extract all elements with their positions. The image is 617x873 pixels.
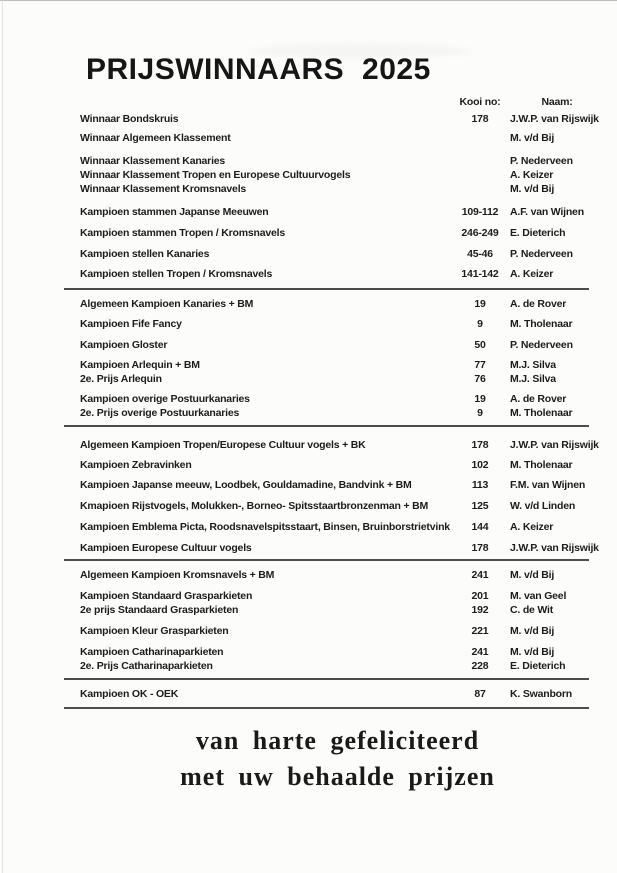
prize-row [80,521,604,534]
prize-label: Kampioen stammen Tropen / Kromsnavels [80,227,285,239]
prize-row [80,183,604,196]
section-divider [64,425,589,427]
winner-name: P. Nederveen [510,248,573,260]
prize-row [80,500,604,513]
kooi-number: 113 [471,479,489,491]
winner-name: K. Swanborn [510,688,572,700]
kooi-number: 76 [474,373,486,385]
kooi-number [452,132,508,145]
kooi-number: 19 [474,298,486,310]
column-header-row [80,96,604,109]
winner-name: A. Keizer [510,521,554,533]
winner-name: M. v/d Bij [510,183,555,195]
winner-name: J.W.P. van Rijswijk [510,542,599,554]
winner-name: M.J. Silva [510,359,556,371]
prize-row [80,206,604,219]
prize-label: Kampioen stellen Tropen / Kromsnavels [80,268,273,280]
prize-label: Kampioen Gloster [80,339,168,351]
prize-label: Kampioen stammen Japanse Meeuwen [80,206,269,218]
prize-label: 2e prijs Standaard Grasparkieten [80,604,239,616]
prize-row [80,248,604,261]
prize-label: Winnaar Klassement Kanaries [80,155,226,167]
prize-row [80,298,604,311]
prize-label: Winnaar Klassement Tropen en Europese Cultuurvogels [80,169,351,181]
prize-label: Winnaar Bondskruis [80,113,179,125]
kooi-number: 241 [471,569,489,581]
prize-row [80,169,604,182]
winner-name: P. Nederveen [510,339,573,351]
prize-row [80,339,604,352]
kooi-number [452,155,508,168]
prize-label: 2e. Prijs Catharinaparkieten [80,660,213,672]
kooi-number: 241 [471,646,489,658]
winner-name: E. Dieterich [510,660,566,672]
prize-row [80,155,604,168]
winner-name: J.W.P. van Rijswijk [510,113,599,125]
winner-name: F.M. van Wijnen [510,479,586,491]
column-header-spacer [80,96,452,109]
prize-row [80,407,604,420]
prize-label: Winnaar Klassement Kromsnavels [80,183,247,195]
winner-name: M.J. Silva [510,373,556,385]
prize-row [80,660,604,673]
prize-row [80,569,604,582]
prize-row [80,590,604,603]
section-divider [64,559,589,561]
kooi-number: 50 [474,339,486,351]
prize-label: Kampioen Zebravinken [80,459,192,471]
prize-row [80,604,604,617]
kooi-number: 192 [471,604,489,616]
winner-name: A. de Rover [510,393,567,405]
kooi-number: 9 [477,407,483,419]
kooi-number: 109-112 [461,206,499,218]
prize-label: Kampioen Fife Fancy [80,318,182,330]
winner-name: J.W.P. van Rijswijk [510,439,599,451]
congratulations-message [0,704,617,794]
winner-name: M. v/d Bij [510,646,555,658]
prize-row [80,359,604,372]
prize-label: Algemeen Kampioen Tropen/Europese Cultuur vogels + BK [80,439,366,451]
prize-label: Kampioen Kleur Grasparkieten [80,625,229,637]
kooi-number: 178 [471,439,489,451]
prize-row [80,373,604,386]
column-header-kooi: Kooi no: [459,96,501,108]
kooi-number: 246-249 [461,227,499,239]
congrats-line-2: met uw behaalde prijzen [180,762,495,791]
winner-name: M. v/d Bij [510,132,555,144]
winner-name: M. Tholenaar [510,459,573,471]
prize-label: Kampioen Catharinaparkieten [80,646,224,658]
winner-name: M. v/d Bij [510,569,555,581]
prize-label: Kampioen Japanse meeuw, Loodbek, Gouldamadine, Bandvink + BM [80,479,412,491]
kooi-number: 144 [471,521,489,533]
prize-row [80,268,604,281]
winner-name: A. de Rover [510,298,567,310]
winner-name: M. v/d Bij [510,625,555,637]
winner-name: M. Tholenaar [510,318,573,330]
winner-name: M. van Geel [510,590,567,602]
prize-row [80,646,604,659]
winner-name: M. Tholenaar [510,407,573,419]
kooi-number: 228 [471,660,489,672]
prize-row [80,542,604,555]
prize-row [80,688,604,701]
prize-row [80,393,604,406]
prize-label: Kampioen Arlequin + BM [80,359,200,371]
winner-name: E. Dieterich [510,227,566,239]
congrats-line-1: van harte gefeliciteerd [195,726,480,755]
prize-label: Winnaar Algemeen Klassement [80,132,231,144]
winner-name: A. Keizer [510,169,554,181]
kooi-number: 87 [474,688,486,700]
prize-row [80,625,604,638]
section-divider [64,288,589,290]
prize-row [80,479,604,492]
kooi-number: 141-142 [461,268,499,280]
kooi-number: 221 [471,625,489,637]
prize-label: Kampioen Europese Cultuur vogels [80,542,252,554]
prize-label: Algemeen Kampioen Kanaries + BM [80,298,254,310]
prize-row [80,227,604,240]
kooi-number: 9 [477,318,483,330]
prize-row [80,113,604,126]
section-divider [64,678,589,680]
prize-label: 2e. Prijs overige Postuurkanaries [80,407,240,419]
column-header-naam: Naam: [541,96,573,108]
prize-label: Kampioen Standaard Grasparkieten [80,590,253,602]
kooi-number: 201 [471,590,489,602]
prize-label: Algemeen Kampioen Kromsnavels + BM [80,569,275,581]
kooi-number: 19 [474,393,486,405]
kooi-number [452,169,508,182]
kooi-number: 102 [471,459,489,471]
prize-row [80,459,604,472]
winner-name: A.F. van Wijnen [510,206,584,218]
winner-name: W. v/d Linden [510,500,576,512]
winner-name: P. Nederveen [510,155,573,167]
prize-label: 2e. Prijs Arlequin [80,373,162,385]
kooi-number: 45-46 [467,248,493,260]
prize-row [80,439,604,452]
prize-row [80,132,604,145]
prize-label: Kampioen Emblema Picta, Roodsnavelspitsstaart, Binsen, Bruinborstrietvink [80,521,450,533]
kooi-number [452,183,508,196]
prize-label: Kmapioen Rijstvogels, Molukken-, Borneo- Spitsstaartbronzenman + BM [80,500,429,512]
kooi-number: 178 [471,113,489,125]
winner-name: A. Keizer [510,268,554,280]
kooi-number: 77 [474,359,486,371]
prize-row [80,318,604,331]
prize-label: Kampioen stellen Kanaries [80,248,210,260]
prize-label: Kampioen overige Postuurkanaries [80,393,250,405]
kooi-number: 125 [471,500,489,512]
kooi-number: 178 [471,542,489,554]
winner-name: C. de Wit [510,604,554,616]
page-title: PRIJSWINNAARS 2025 [86,53,431,86]
prize-label: Kampioen OK - OEK [80,688,179,700]
